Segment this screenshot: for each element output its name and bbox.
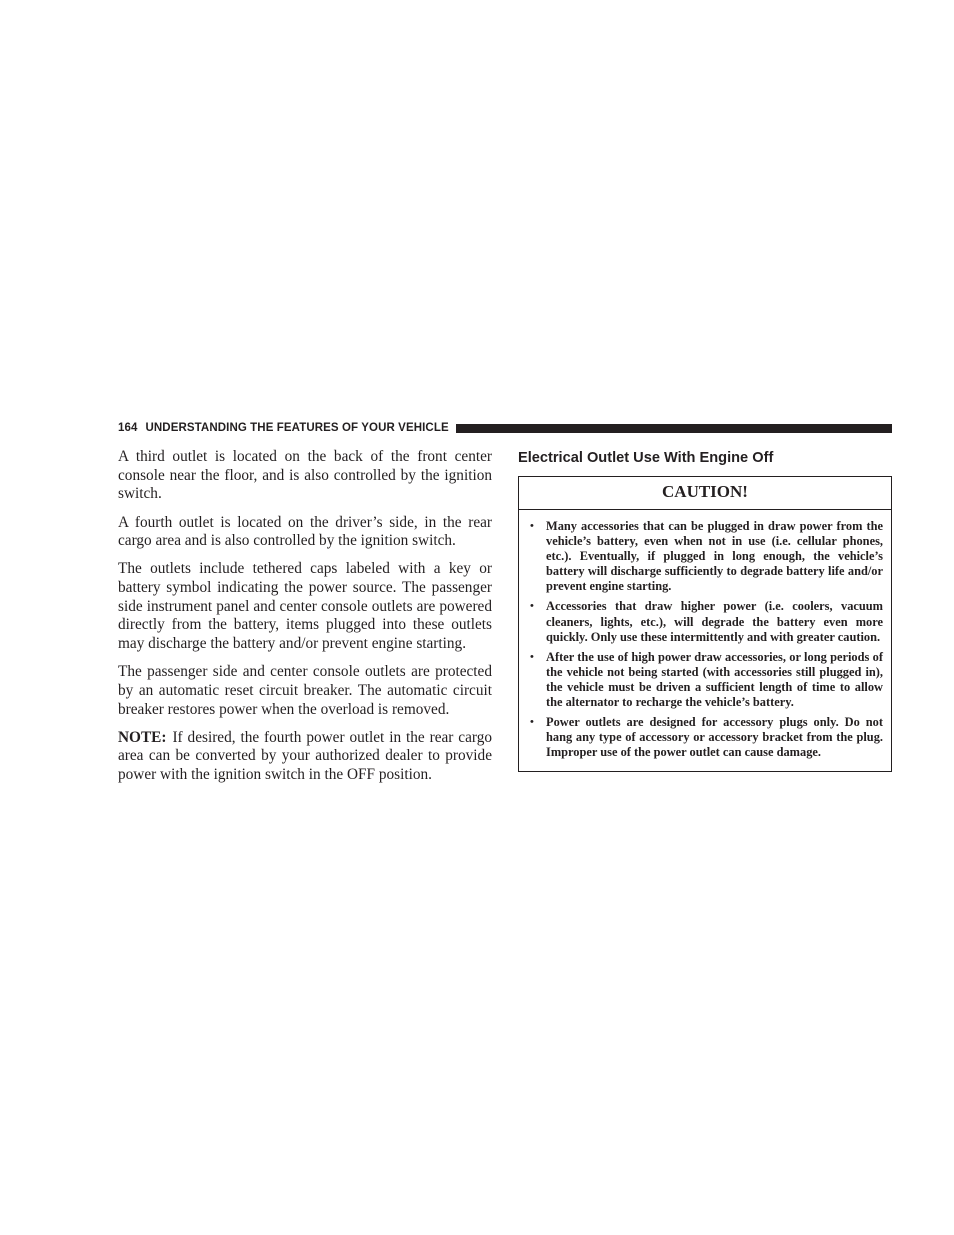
page-header xyxy=(118,418,892,438)
caution-item-text: After the use of high power draw accessories, or long periods of the vehicle not being started (with accessories still plugged in), the vehicle must be driven a sufficient length of time to allow the alternator to recharge the vehicle’s battery. xyxy=(546,649,883,710)
caution-item xyxy=(529,650,883,710)
caution-title: CAUTION! xyxy=(519,477,891,510)
note-label: NOTE: xyxy=(118,728,167,746)
bullet-icon: • xyxy=(530,716,534,729)
caution-item-text: Accessories that draw higher power (i.e. coolers, vacuum cleaners, lights, etc.), will degrade the battery even more quickly. Only use these intermittently and with greater caution. xyxy=(546,599,883,644)
caution-box xyxy=(518,476,892,772)
page-number: 164 xyxy=(118,422,138,434)
paragraph-circuit-breaker: The passenger side and center console outlets are protected by an automatic reset circuit breaker. The automatic circuit breaker restores power when the overload is removed. xyxy=(118,663,492,718)
caution-item-text: Power outlets are designed for accessory plugs only. Do not hang any type of accessory or accessory bracket from the plug. Improper use of the power outlet can cause damage. xyxy=(546,715,883,760)
left-column xyxy=(118,448,492,794)
paragraph-fourth-outlet: A fourth outlet is located on the driver’s side, in the rear cargo area and is also controlled by the ignition switch. xyxy=(118,513,492,550)
right-column xyxy=(518,448,892,772)
caution-item xyxy=(529,519,883,594)
caution-item xyxy=(529,715,883,760)
bullet-icon: • xyxy=(530,520,534,532)
header-rule xyxy=(456,424,892,433)
caution-item xyxy=(529,599,883,644)
bullet-icon: • xyxy=(530,650,534,663)
paragraph-third-outlet: A third outlet is located on the back of the front center console near the floor, and is also controlled by the ignition switch. xyxy=(118,448,492,503)
paragraph-tethered-caps: The outlets include tethered caps labeled with a key or battery symbol indicating the power source. The passenger side instrument panel and center console outlets are powered directly from the battery, items plugged into these outlets may discharge the battery and/or prevent engine starting. xyxy=(118,560,492,653)
caution-item-text: Many accessories that can be plugged in draw power from the vehicle’s battery, even when not in use (i.e. cellular phones, etc.). Eventually, if plugged in long enough, the vehicle’s battery will discharge sufficiently to degrade battery life and/or prevent engine starting. xyxy=(546,519,883,594)
section-title: UNDERSTANDING THE FEATURES OF YOUR VEHICLE xyxy=(145,422,449,434)
caution-list xyxy=(519,510,891,771)
note-text: If desired, the fourth power outlet in the rear cargo area can be converted by your authorized dealer to provide power with the ignition switch in the OFF position. xyxy=(118,728,492,784)
subheading: Electrical Outlet Use With Engine Off xyxy=(518,450,774,466)
bullet-icon: • xyxy=(530,600,534,613)
note-paragraph xyxy=(118,729,492,785)
